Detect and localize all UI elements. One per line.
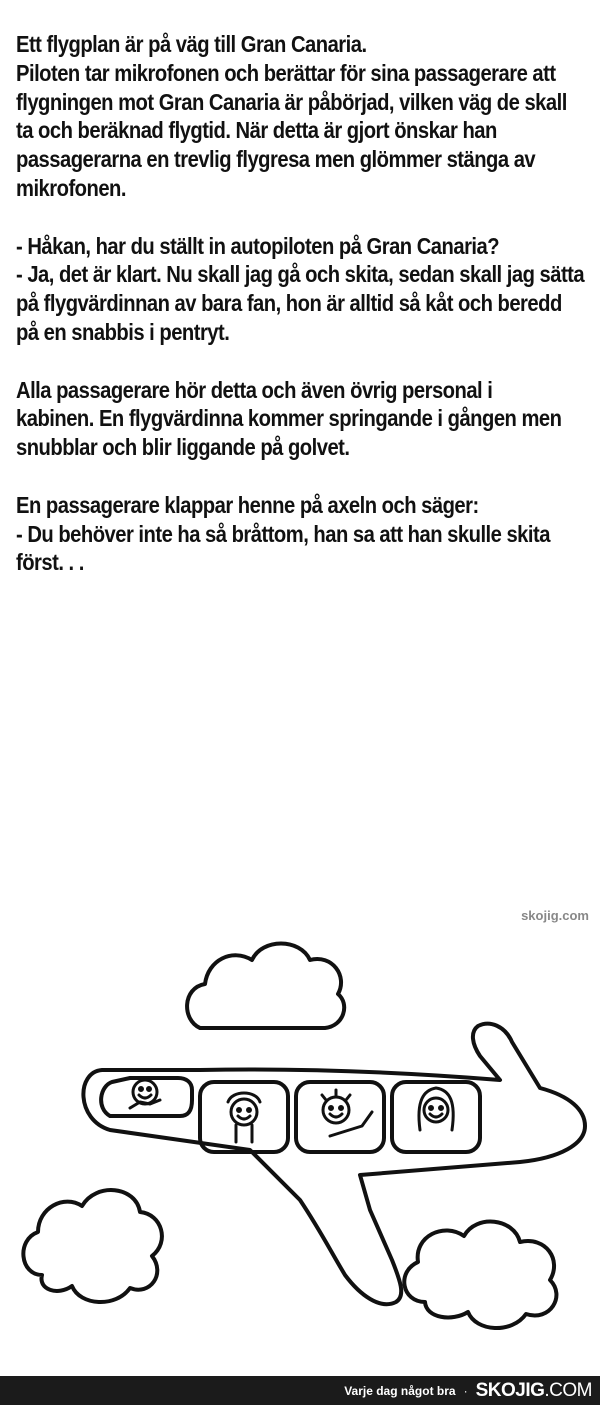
- cloud-left-icon: [23, 1190, 162, 1302]
- passenger-1-icon: [130, 1080, 160, 1108]
- airplane-illustration: [0, 930, 600, 1376]
- passenger-4-icon: [419, 1088, 453, 1130]
- joke-paragraph-1: Ett flygplan är på väg till Gran Canaria. Piloten tar mikrofonen och berättar för sina passagerare att flygningen mot Gran Canaria är påbörjad, vilken väg de skall ta och beräknad flygtid. När detta är gjort önskar han passagerarna en trevlig flygresa men glömmer stänga av mikrofonen.: [16, 31, 567, 201]
- footer-slogan: Varje dag något bra: [344, 1383, 456, 1398]
- passenger-3-icon: [322, 1090, 372, 1136]
- footer-brand-main: SKOJIG: [475, 1379, 545, 1401]
- cloud-top-icon: [187, 944, 344, 1029]
- joke-paragraph-3: Alla passagerare hör detta och även övrig personal i kabinen. En flygvärdinna kommer springande i gången men snubblar och blir liggande på golvet.: [16, 376, 562, 461]
- footer-brand-link[interactable]: [476, 1380, 592, 1402]
- passenger-2-icon: [228, 1093, 260, 1142]
- footer-bar: [0, 1376, 600, 1405]
- joke-text: [16, 30, 588, 577]
- joke-paragraph-2: - Håkan, har du ställt in autopiloten på Gran Canaria? - Ja, det är klart. Nu skall jag gå och skita, sedan skall jag sätta på flygvärdinnan av bara fan, hon är alltid så kåt och beredd på en snabbis i pentryt.: [16, 232, 585, 345]
- joke-paragraph-4: En passagerare klappar henne på axeln och säger: - Du behöver inte ha så bråttom, han sa att han skulle skita först. . .: [16, 491, 550, 576]
- watermark: skojig.com: [521, 908, 589, 923]
- cloud-right-icon: [404, 1222, 556, 1328]
- footer-brand-tld: .COM: [544, 1379, 592, 1401]
- footer-separator: ·: [463, 1383, 468, 1398]
- airplane-body-icon: [83, 1024, 585, 1304]
